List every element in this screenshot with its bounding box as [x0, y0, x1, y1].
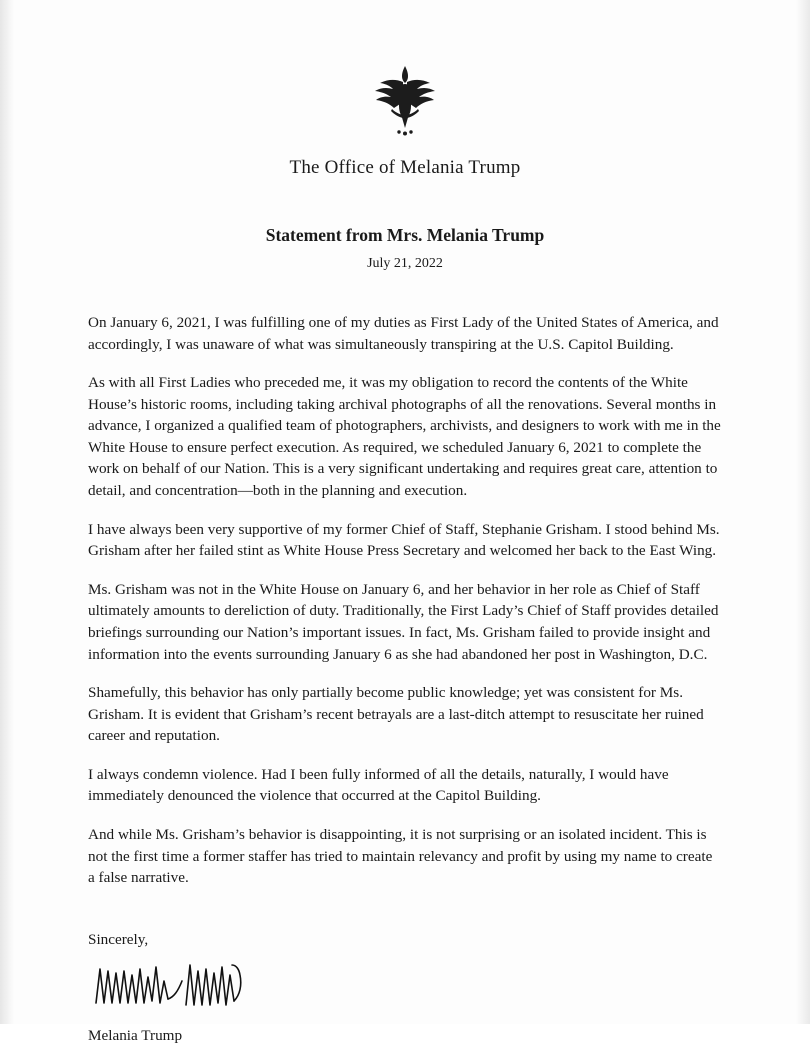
paragraph: I always condemn violence. Had I been fully informed of all the details, naturally, I would have immediately denounced the violence that occurred at the Capitol Building. [88, 765, 669, 805]
handwritten-signature-icon [90, 951, 722, 1025]
us-presidential-seal-icon [370, 62, 440, 138]
paragraph: Shamefully, this behavior has only partially become public knowledge; yet was consistent for Ms. Grisham. It is evident that Grisham’s recent betrayals are a last-ditch attempt to resuscitate her ruined career and reputation. [88, 684, 704, 745]
closing-line: Sincerely, [88, 930, 149, 948]
statement-date: July 21, 2022 [367, 256, 443, 271]
statement-title: Statement from Mrs. Melania Trump [265, 225, 545, 245]
seal-container [88, 0, 722, 143]
office-header: The Office of Melania Trump [289, 157, 521, 178]
statement-body [88, 312, 722, 889]
paragraph: As with all First Ladies who preceded me, it was my obligation to record the contents of the White House’s historic rooms, including taking archival photographs of all the renovations. Several months in advance, I organized a qualified team of photographers, archivists, and designers to work with me in the White House to ensure perfect execution. As required, we scheduled January 6, 2021 to complete the work on behalf of our Nation. This is a very significant undertaking and requires great care, attention to detail, and concentration—both in the planning and execution. [88, 374, 721, 500]
paragraph: On January 6, 2021, I was fulfilling one of my duties as First Lady of the United States of America, and accordingly, I was unaware of what was simultaneously transpiring at the U.S. Capitol Building. [88, 314, 719, 353]
paragraph: And while Ms. Grisham’s behavior is disappointing, it is not surprising or an isolated incident. This is not the first time a former staffer has tried to maintain relevancy and profit by using my name to create a false narrative. [88, 825, 713, 887]
paragraph: Ms. Grisham was not in the White House on January 6, and her behavior in her role as Chief of Staff ultimately amounts to dereliction of duty. Traditionally, the First Lady’s Chief of Staff provides detailed briefings surrounding our Nation’s important issues. In fact, Ms. Grisham failed to provide insight and information into the events surrounding January 6 as she had abandoned her post in Washington, D.C. [88, 580, 719, 663]
signature-name: Melania Trump [88, 1026, 183, 1044]
paragraph: I have always been very supportive of my former Chief of Staff, Stephanie Grisham. I stood behind Ms. Grisham after her failed stint as White House Press Secretary and welcomed her back to the East Wing. [88, 520, 720, 560]
